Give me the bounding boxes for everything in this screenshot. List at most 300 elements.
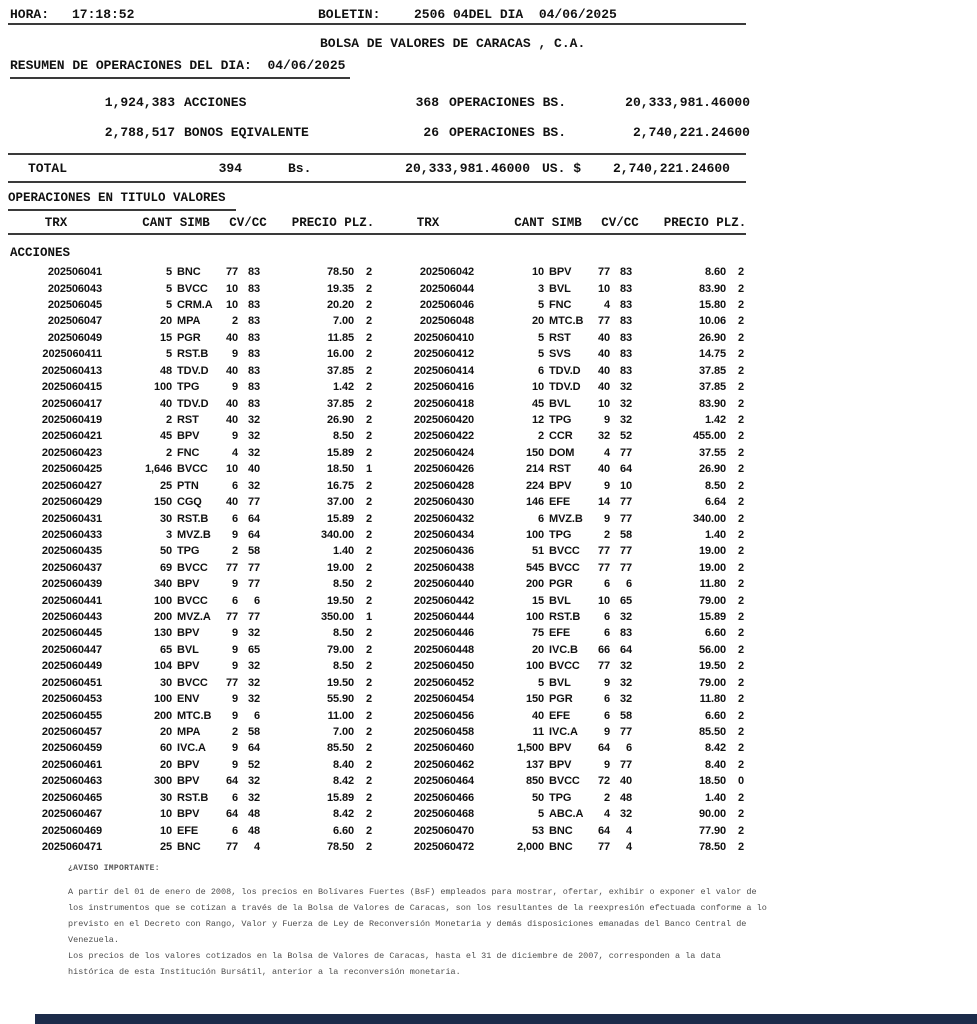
cc-left: 64	[247, 742, 260, 755]
cant-right: 5	[537, 348, 544, 361]
operations-table-body	[10, 264, 754, 855]
simb-right: BPV	[549, 266, 572, 279]
plz-left: 2	[366, 824, 373, 837]
cant-left: 30	[159, 676, 172, 689]
cv-right: 14	[597, 496, 610, 509]
table-row	[10, 346, 754, 362]
simb-right: DOM	[549, 446, 575, 459]
cant-right: 214	[525, 463, 544, 476]
simb-left: BVCC	[177, 282, 208, 295]
plz-right: 2	[738, 331, 745, 344]
plz-right: 2	[738, 364, 745, 377]
header-rule	[8, 23, 746, 25]
cant-right: 850	[525, 775, 544, 788]
precio-left: 37.85	[326, 397, 354, 410]
cant-right: 5	[537, 299, 544, 312]
hora-label: HORA:	[10, 7, 50, 22]
table-row	[10, 592, 754, 608]
cv-left: 77	[225, 676, 238, 689]
cant-left: 5	[165, 282, 172, 295]
cant-left: 20	[159, 315, 172, 328]
simb-right: BPV	[549, 758, 572, 771]
cv-left: 6	[231, 594, 238, 607]
cv-right: 32	[597, 430, 610, 443]
plz-right: 2	[738, 578, 745, 591]
cant-left: 48	[159, 364, 172, 377]
cant-right: 6	[537, 512, 544, 525]
cv-right: 9	[603, 512, 610, 525]
trx-right: 2025060472	[413, 840, 474, 853]
precio-right: 79.00	[698, 594, 726, 607]
cc-right: 83	[619, 266, 632, 279]
cant-right: 11	[532, 726, 544, 739]
precio-left: 8.50	[332, 430, 354, 443]
plz-right: 2	[738, 496, 745, 509]
cc-left: 77	[247, 496, 260, 509]
trx-right: 2025060466	[413, 791, 474, 804]
total-label: TOTAL	[28, 161, 68, 176]
table-row	[10, 740, 754, 756]
trx-right: 2025060460	[413, 742, 474, 755]
precio-right: 19.50	[698, 660, 726, 673]
operations-section-title: OPERACIONES EN TITULO VALORES	[8, 191, 236, 211]
total-bs-label: Bs.	[288, 161, 312, 176]
cv-right: 40	[597, 331, 610, 344]
page-title: BOLSA DE VALORES DE CARACAS , C.A.	[320, 36, 586, 51]
cant-right: 3	[537, 282, 544, 295]
plz-right: 2	[738, 824, 745, 837]
plz-right: 2	[738, 430, 745, 443]
cc-right: 6	[625, 578, 632, 591]
table-row	[10, 560, 754, 576]
simb-left: MPA	[177, 726, 201, 739]
precio-right: 10.06	[698, 315, 726, 328]
plz-right: 2	[738, 446, 745, 459]
simb-right: IVC.A	[549, 726, 578, 739]
cc-right: 83	[619, 348, 632, 361]
precio-right: 26.90	[698, 463, 726, 476]
simb-left: RST.B	[177, 791, 209, 804]
table-row	[10, 773, 754, 789]
table-row	[10, 625, 754, 641]
trx-left: 2025060461	[41, 758, 102, 771]
precio-right: 26.90	[698, 331, 726, 344]
precio-right: 85.50	[698, 726, 726, 739]
simb-left: PTN	[177, 479, 199, 492]
simb-left: EFE	[177, 824, 199, 837]
trx-left: 2025060431	[41, 512, 102, 525]
cc-left: 65	[247, 643, 260, 656]
cc-right: 52	[619, 430, 632, 443]
plz-left: 2	[366, 758, 373, 771]
plz-right: 2	[738, 299, 745, 312]
simb-left: BVCC	[177, 594, 208, 607]
cc-right: 77	[619, 496, 632, 509]
cc-right: 83	[619, 315, 632, 328]
cv-right: 40	[597, 381, 610, 394]
plz-right: 2	[738, 758, 745, 771]
plz-left: 1	[366, 463, 373, 476]
precio-left: 26.90	[326, 414, 354, 426]
simb-right: BVL	[549, 594, 571, 607]
trx-left: 2025060411	[42, 348, 102, 361]
cc-right: 58	[619, 709, 632, 722]
cant-right: 150	[525, 693, 544, 706]
resumen-title: RESUMEN DE OPERACIONES DEL DIA: 04/06/2025	[10, 58, 350, 79]
simb-left: IVC.A	[177, 742, 206, 755]
precio-left: 19.50	[326, 676, 354, 689]
table-row	[10, 790, 754, 806]
cv-left: 64	[225, 775, 238, 788]
cv-left: 77	[225, 611, 238, 624]
bottom-window-bar	[35, 1014, 977, 1024]
table-row	[10, 527, 754, 543]
table-row	[10, 363, 754, 379]
precio-right: 1.40	[704, 528, 726, 541]
cc-right: 83	[619, 282, 632, 295]
cc-right: 4	[625, 840, 632, 853]
table-row	[10, 412, 754, 428]
cv-right: 9	[603, 676, 610, 689]
plz-left: 2	[366, 331, 373, 344]
trx-right: 2025060412	[413, 348, 474, 361]
cc-left: 32	[247, 414, 260, 426]
cv-right: 10	[597, 397, 610, 410]
cv-right: 2	[603, 791, 610, 804]
table-row	[10, 477, 754, 493]
cc-left: 64	[247, 528, 260, 541]
plz-left: 2	[366, 709, 373, 722]
trx-left: 2025060449	[41, 660, 102, 673]
trx-right: 2025060434	[413, 528, 474, 541]
cv-left: 77	[225, 840, 238, 853]
table-row	[10, 757, 754, 773]
cv-left: 9	[231, 381, 238, 394]
precio-left: 340.00	[320, 528, 354, 541]
plz-left: 2	[366, 528, 373, 541]
cc-left: 6	[253, 594, 260, 607]
trx-left: 202506047	[47, 315, 102, 328]
cant-right: 50	[531, 791, 544, 804]
aviso-line: previsto en el Decreto con Rango, Valor y Fuerza de Ley de Reconversión Monetaria y demás disposiciones emanadas del Banco Central de	[68, 919, 747, 929]
trx-left: 2025060465	[41, 791, 102, 804]
precio-left: 20.20	[326, 299, 354, 312]
trx-right: 2025060442	[413, 594, 474, 607]
simb-left: BPV	[177, 808, 200, 821]
cant-left: 50	[159, 545, 172, 558]
plz-right: 2	[738, 660, 745, 673]
cv-left: 9	[231, 758, 238, 771]
cant-right: 545	[525, 561, 544, 574]
plz-right: 2	[738, 627, 745, 640]
trx-right: 2025060454	[413, 693, 474, 706]
plz-right: 2	[738, 463, 745, 476]
cc-left: 6	[253, 709, 260, 722]
precio-right: 15.80	[698, 299, 726, 312]
trx-left: 202506043	[47, 282, 102, 295]
table-row	[10, 494, 754, 510]
precio-left: 350.00	[320, 611, 354, 624]
cv-left: 40	[225, 496, 238, 509]
trx-right: 2025060430	[413, 496, 474, 509]
aviso-line: A partir del 01 de enero de 2008, los precios en Bolívares Fuertes (BsF) empleados para mostrar, ofertar, exhibir o exponer el valor de	[68, 887, 757, 897]
cant-right: 200	[525, 578, 544, 591]
trx-left: 2025060447	[41, 643, 102, 656]
trx-left: 2025060415	[41, 381, 102, 394]
precio-left: 37.00	[326, 496, 354, 509]
table-row	[10, 839, 754, 855]
cv-right: 9	[603, 758, 610, 771]
acciones-operaciones: 368	[415, 95, 439, 110]
trx-right: 202506048	[419, 315, 474, 328]
cc-left: 83	[247, 315, 260, 328]
cc-right: 4	[625, 824, 632, 837]
trx-right: 2025060452	[413, 676, 474, 689]
precio-right: 19.00	[698, 545, 726, 558]
precio-left: 78.50	[326, 266, 354, 279]
cv-left: 4	[231, 446, 238, 459]
cv-right: 77	[597, 315, 610, 328]
cv-left: 9	[231, 660, 238, 673]
cant-left: 40	[159, 397, 172, 410]
simb-left: BPV	[177, 775, 200, 788]
cant-left: 150	[153, 496, 172, 509]
cc-left: 83	[247, 299, 260, 312]
cant-right: 100	[525, 611, 544, 624]
cv-right: 6	[603, 627, 610, 640]
plz-right: 2	[738, 594, 745, 607]
cv-right: 9	[603, 414, 610, 426]
plz-right: 2	[738, 791, 745, 804]
trx-left: 2025060445	[41, 627, 102, 640]
plz-left: 2	[366, 446, 373, 459]
trx-right: 202506042	[419, 266, 474, 279]
cant-right: 2	[537, 430, 544, 443]
cc-right: 6	[625, 742, 632, 755]
cant-left: 200	[153, 709, 172, 722]
simb-right: BVCC	[549, 660, 580, 673]
simb-right: RST.B	[549, 611, 581, 624]
precio-right: 8.50	[704, 479, 726, 492]
simb-right: TPG	[549, 528, 572, 541]
cc-left: 48	[247, 824, 260, 837]
table-row	[10, 313, 754, 329]
cant-right: 51	[531, 545, 544, 558]
cv-left: 9	[231, 709, 238, 722]
trx-right: 2025060440	[413, 578, 474, 591]
cant-right: 150	[525, 446, 544, 459]
precio-right: 90.00	[698, 808, 726, 821]
table-row	[10, 445, 754, 461]
cv-right: 40	[597, 364, 610, 377]
cant-left: 25	[159, 479, 172, 492]
precio-left: 15.89	[326, 446, 354, 459]
trx-left: 2025060443	[41, 611, 102, 624]
cc-right: 32	[619, 660, 632, 673]
cc-left: 83	[247, 266, 260, 279]
simb-left: BPV	[177, 627, 200, 640]
precio-left: 19.50	[326, 594, 354, 607]
cv-right: 9	[603, 479, 610, 492]
cant-left: 100	[153, 381, 172, 394]
simb-right: BVCC	[549, 775, 580, 788]
cant-right: 10	[531, 266, 544, 279]
cv-right: 77	[597, 561, 610, 574]
precio-left: 8.50	[332, 578, 354, 591]
simb-left: CRM.A	[177, 299, 213, 312]
precio-left: 15.89	[326, 512, 354, 525]
trx-left: 2025060435	[41, 545, 102, 558]
plz-left: 2	[366, 512, 373, 525]
plz-right: 2	[738, 808, 745, 821]
cc-right: 64	[619, 643, 632, 656]
precio-left: 19.35	[326, 282, 354, 295]
trx-left: 2025060419	[41, 414, 102, 426]
precio-right: 37.55	[698, 446, 726, 459]
simb-left: BPV	[177, 758, 200, 771]
simb-left: RST	[177, 414, 199, 426]
cant-right: 5	[537, 808, 544, 821]
cant-right: 10	[531, 381, 544, 394]
acciones-ops-label: OPERACIONES BS.	[449, 95, 567, 110]
simb-left: CGQ	[177, 496, 202, 509]
cv-left: 9	[231, 742, 238, 755]
plz-left: 2	[366, 808, 373, 821]
cant-left: 5	[165, 266, 172, 279]
cc-left: 77	[247, 578, 260, 591]
plz-left: 2	[366, 364, 373, 377]
col-header-cantsimb-right: CANT SIMB	[514, 216, 582, 230]
trx-right: 2025060446	[413, 627, 474, 640]
simb-left: TPG	[177, 545, 200, 558]
trx-right: 2025060420	[413, 414, 474, 426]
precio-right: 37.85	[698, 381, 726, 394]
trx-left: 202506045	[47, 299, 102, 312]
cv-left: 9	[231, 643, 238, 656]
plz-right: 2	[738, 381, 745, 394]
simb-right: BNC	[549, 824, 573, 837]
precio-left: 8.42	[332, 775, 354, 788]
simb-right: EFE	[549, 627, 571, 640]
table-row	[10, 806, 754, 822]
plz-right: 2	[738, 545, 745, 558]
table-row	[10, 461, 754, 477]
plz-left: 2	[366, 775, 373, 788]
trx-left: 2025060457	[41, 726, 102, 739]
cc-right: 77	[619, 726, 632, 739]
cc-right: 65	[619, 594, 632, 607]
cv-right: 72	[597, 775, 610, 788]
cant-left: 340	[153, 578, 172, 591]
cc-right: 83	[619, 299, 632, 312]
cant-left: 200	[153, 611, 172, 624]
cc-left: 32	[247, 676, 260, 689]
bonos-monto: 2,740,221.24600	[632, 125, 750, 140]
table-row	[10, 576, 754, 592]
trx-right: 2025060416	[413, 381, 474, 394]
trx-right: 2025060462	[413, 758, 474, 771]
plz-right: 2	[738, 709, 745, 722]
precio-right: 79.00	[698, 676, 726, 689]
cant-right: 40	[531, 709, 544, 722]
simb-left: RST.B	[177, 348, 209, 361]
precio-right: 1.42	[704, 414, 726, 426]
cant-left: 100	[153, 693, 172, 706]
cant-right: 15	[531, 594, 544, 607]
simb-right: PGR	[549, 693, 573, 706]
simb-right: BVL	[549, 397, 571, 410]
precio-left: 11.00	[327, 709, 354, 722]
cc-right: 32	[619, 611, 632, 624]
cant-left: 130	[153, 627, 172, 640]
cc-left: 83	[247, 348, 260, 361]
cc-right: 32	[619, 414, 632, 426]
precio-left: 8.50	[332, 627, 354, 640]
cc-left: 77	[247, 561, 260, 574]
precio-right: 8.40	[704, 758, 726, 771]
cant-left: 65	[159, 643, 172, 656]
simb-left: TDV.D	[177, 397, 209, 410]
trx-left: 2025060439	[41, 578, 102, 591]
group-label-acciones: ACCIONES	[10, 246, 71, 260]
cv-right: 6	[603, 693, 610, 706]
plz-right: 2	[738, 315, 745, 328]
cant-left: 45	[159, 430, 172, 443]
summary-row-acciones	[10, 95, 750, 110]
simb-left: TDV.D	[177, 364, 209, 377]
precio-left: 16.00	[326, 348, 354, 361]
col-header-precioplz-left: PRECIO PLZ.	[291, 216, 375, 230]
bonos-operaciones: 26	[423, 125, 439, 140]
plz-left: 2	[366, 430, 373, 443]
simb-right: MTC.B	[549, 315, 584, 328]
plz-right: 2	[738, 742, 745, 755]
cant-right: 146	[525, 496, 544, 509]
precio-right: 6.60	[704, 709, 726, 722]
simb-left: BNC	[177, 840, 201, 853]
cv-right: 77	[597, 840, 610, 853]
cc-left: 83	[247, 397, 260, 410]
total-bs-value: 20,333,981.46000	[405, 161, 530, 176]
cc-left: 40	[247, 463, 260, 476]
cant-left: 3	[165, 528, 172, 541]
plz-left: 2	[366, 594, 373, 607]
simb-right: BPV	[549, 742, 572, 755]
aviso-paragraphs	[68, 884, 767, 980]
cant-left: 10	[159, 808, 172, 821]
plz-right: 2	[738, 266, 745, 279]
table-row	[10, 280, 754, 296]
cv-left: 40	[225, 397, 238, 410]
cc-left: 77	[247, 611, 260, 624]
col-header-cvcc-right: CV/CC	[601, 216, 639, 230]
cv-right: 64	[597, 742, 610, 755]
col-header-cantsimb-left: CANT SIMB	[142, 216, 210, 230]
plz-left: 2	[366, 348, 373, 361]
precio-left: 55.90	[326, 693, 354, 706]
cant-left: 25	[159, 840, 172, 853]
trx-left: 2025060451	[41, 676, 102, 689]
cv-left: 77	[225, 266, 238, 279]
trx-left: 2025060417	[41, 397, 102, 410]
trx-left: 2025060423	[41, 446, 102, 459]
trx-right: 2025060448	[413, 643, 474, 656]
cv-right: 77	[597, 660, 610, 673]
trx-right: 202506044	[419, 282, 474, 295]
cv-left: 40	[225, 331, 238, 344]
plz-right: 2	[738, 611, 745, 624]
precio-right: 6.60	[704, 627, 726, 640]
